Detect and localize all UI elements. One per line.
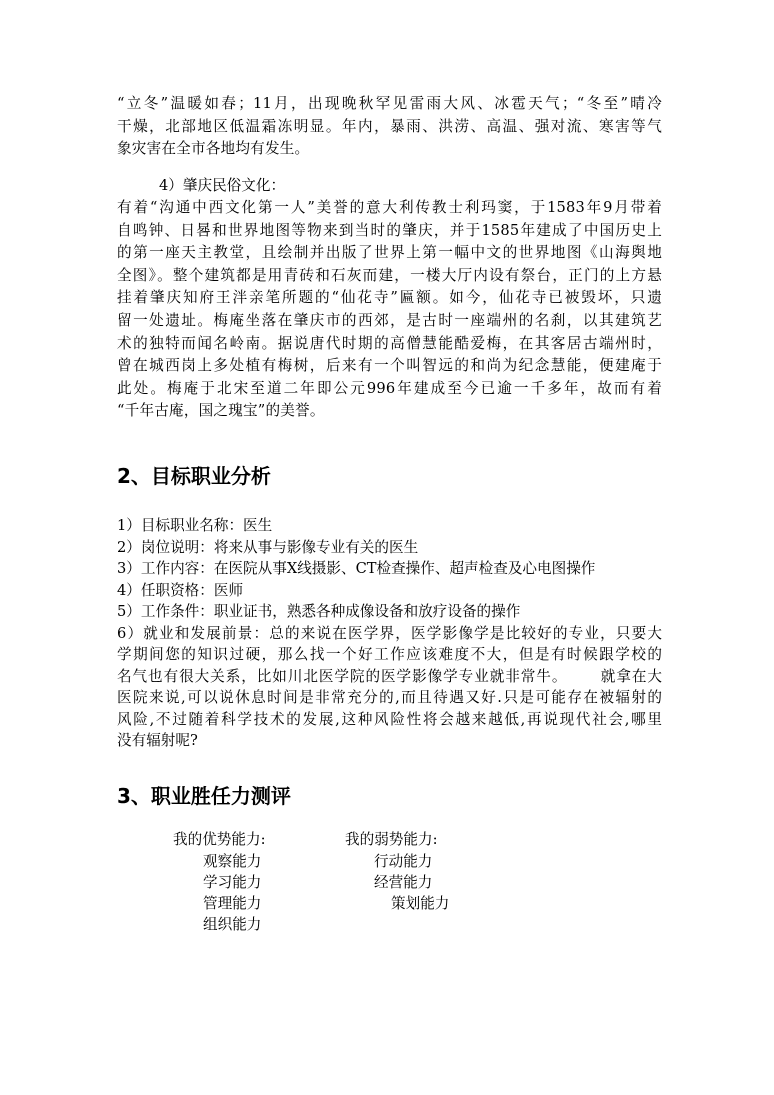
text-line: 术的独特而闻名岭南。据说唐代时期的高僧慧能酷爱梅，在其客居古端州时， (117, 334, 662, 352)
list-item-line: 6）就业和发展前景：总的来说在医学界，医学影像学是比较好的专业，只要大 (117, 624, 662, 642)
list-item: 1）目标职业名称：医生 (117, 517, 273, 534)
text-line: 的第一座天主教堂，且绘制并出版了世界上第一幅中文的世界地图《山海舆地 (117, 244, 662, 262)
text-line: 此处。梅庵于北宋至道二年即公元996年建成至今已逾一千多年，故而有着 (117, 379, 662, 397)
text-line: 全图》。整个建筑都是用青砖和石灰而建，一楼大厅内设有祭台，正门的上方悬 (117, 266, 662, 284)
text-line: 曾在城西岗上多处植有梅树，后来有一个叫智远的和尚为纪念慧能，便建庵于 (117, 357, 662, 375)
strengths-title: 我的优势能力: (173, 831, 266, 848)
section-2-heading: 2、目标职业分析 (117, 464, 271, 488)
text-line: “立冬”温暖如春；11月，出现晚秋罕见雷雨大风、冰雹天气；“冬至”晴冷 (117, 95, 662, 112)
list-item-line: 名气也有很大关系，比如川北医学院的医学影像学专业就非常牛。 就拿在大 (117, 667, 662, 685)
weaknesses-title: 我的弱势能力: (345, 831, 438, 848)
text-line: 自鸣钟、日晷和世界地图等物来到当时的肇庆，并于1585年建成了中国历史上 (117, 221, 662, 239)
list-item-line: 学期间您的知识过硬，那么找一个好工作应该难度不大，但是有时候跟学校的 (117, 646, 662, 663)
strength-item: 学习能力 (203, 874, 262, 891)
text-line: 象灾害在全市各地均有发生。 (117, 140, 310, 158)
text-line: “千年古庵，国之瑰宝”的美誉。 (117, 402, 325, 420)
strength-item: 管理能力 (203, 895, 262, 912)
strength-item: 组织能力 (203, 916, 262, 933)
weakness-item: 策划能力 (391, 895, 450, 912)
folk-culture-paragraph (117, 197, 662, 423)
text-line: 有着“沟通中西文化第一人”美誉的意大利传教士利玛窦，于1583年9月带着 (117, 199, 662, 216)
list-item: 3）工作内容：在医院从事X线摄影、CT检查操作、超声检查及心电图操作 (117, 560, 596, 577)
weakness-item: 行动能力 (374, 853, 433, 870)
list-item-line: 医院来说,可以说休息时间是非常充分的,而且待遇又好.只是可能存在被辐射的 (117, 689, 662, 706)
text-line: 干燥，北部地区低温霜冻明显。年内，暴雨、洪涝、高温、强对流、寒害等气 (117, 117, 662, 135)
section-3-heading: 3、职业胜任力测评 (117, 784, 291, 808)
list-item-line: 没有辐射呢? (117, 732, 198, 749)
target-career-list (117, 515, 662, 752)
folk-culture-heading: 4）肇庆民俗文化： (159, 177, 286, 194)
weakness-item: 经营能力 (374, 874, 433, 891)
list-item: 5）工作条件：职业证书，熟悉各种成像设备和放疗设备的操作 (117, 603, 521, 620)
climate-paragraph (117, 93, 662, 161)
text-line: 挂着肇庆知府王泮亲笔所题的“仙花寺”匾额。如今，仙花寺已被毁坏，只遗 (117, 289, 662, 307)
list-item: 4）任职资格：医师 (117, 581, 244, 599)
list-item-line: 风险,不过随着科学技术的发展,这种风险性将会越来越低,再说现代社会,哪里 (117, 710, 662, 728)
text-line: 留一处遗址。梅庵坐落在肇庆市的西郊，是古时一座端州的名刹，以其建筑艺 (117, 311, 662, 329)
strength-item: 观察能力 (203, 853, 262, 870)
list-item: 2）岗位说明：将来从事与影像专业有关的医生 (117, 538, 419, 556)
